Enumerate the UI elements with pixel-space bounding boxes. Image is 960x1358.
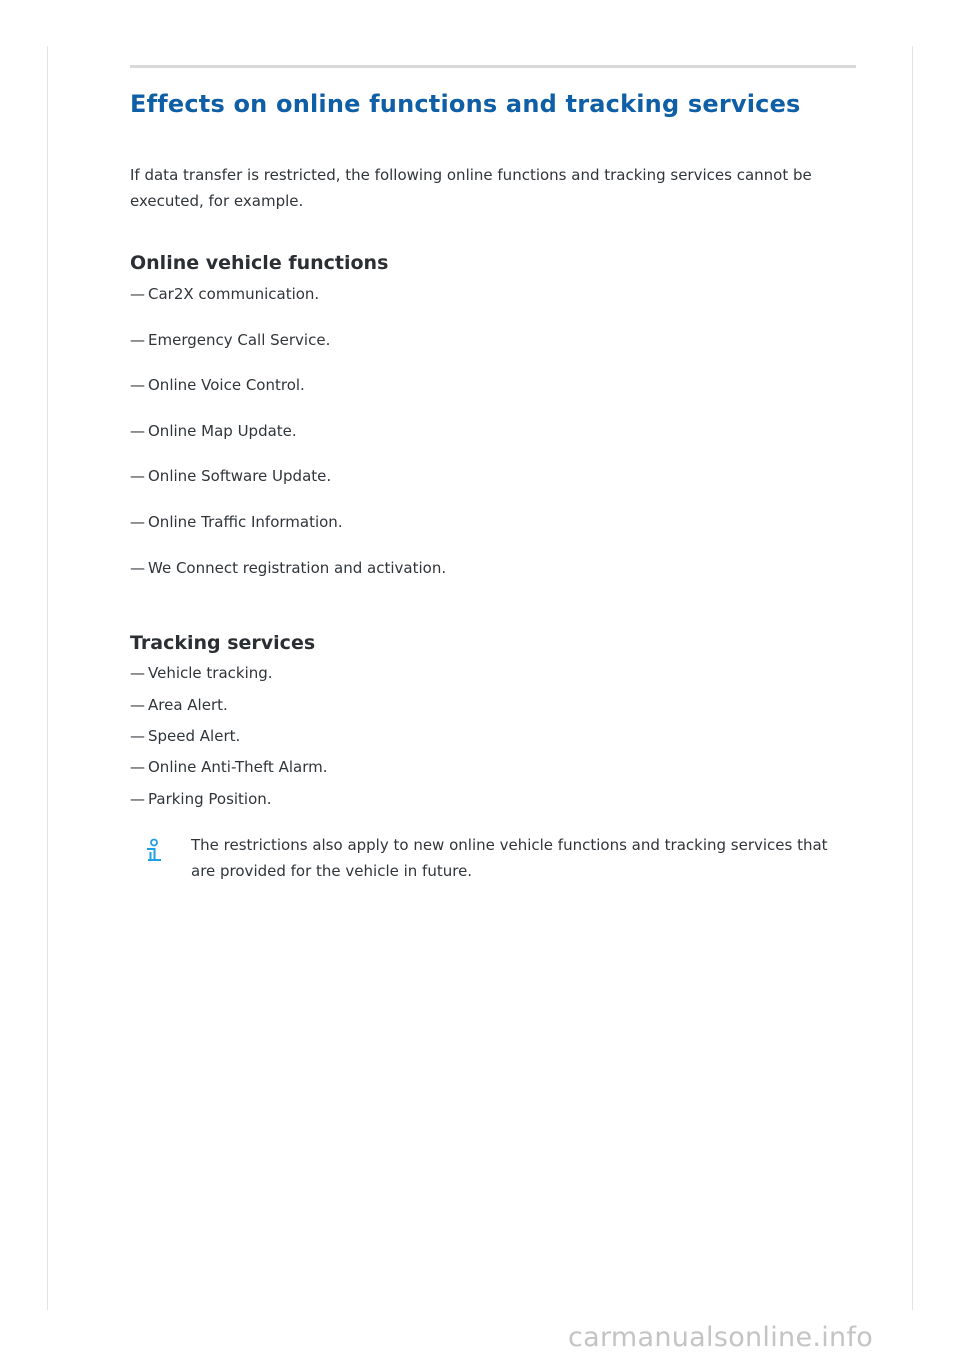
page-title: Effects on online functions and tracking services <box>130 90 801 118</box>
list-item-text: Area Alert. <box>148 696 228 714</box>
section-title-online-vehicle-functions: Online vehicle functions <box>130 252 389 274</box>
list-item-text: We Connect registration and activation. <box>148 559 447 577</box>
list-item <box>130 662 273 684</box>
list-item-text: Online Software Update. <box>148 467 332 485</box>
list-item <box>130 420 297 442</box>
list-item-text: Car2X communication. <box>148 285 320 303</box>
bullet-dash: — <box>130 513 145 531</box>
bullet-dash: — <box>130 422 145 440</box>
note-text: The restrictions also apply to new online vehicle functions and tracking services that are provided for the vehicle in future. <box>191 836 828 880</box>
page-border-right <box>912 46 913 1310</box>
bullet-dash: — <box>130 559 145 577</box>
list-item <box>130 788 272 810</box>
list-item-text: Online Voice Control. <box>148 376 305 394</box>
list-item <box>130 329 330 351</box>
section-title-tracking-services: Tracking services <box>130 632 316 654</box>
bullet-dash: — <box>130 664 145 682</box>
bullet-dash: — <box>130 331 145 349</box>
list-item-text: Online Traffic Information. <box>148 513 343 531</box>
list-item-text: Emergency Call Service. <box>148 331 331 349</box>
page-border-left <box>47 46 48 1310</box>
intro-paragraph: If data transfer is restricted, the following online functions and tracking services cannot be executed, for example. <box>130 166 812 210</box>
top-divider <box>130 65 856 68</box>
list-item <box>130 557 446 579</box>
list-item <box>130 756 327 778</box>
list-item-text: Parking Position. <box>148 790 272 808</box>
bullet-dash: — <box>130 696 145 714</box>
list-item <box>130 694 228 716</box>
info-icon <box>142 838 166 866</box>
list-item <box>130 465 331 487</box>
list-item <box>130 511 343 533</box>
list-item-text: Online Anti-Theft Alarm. <box>148 758 328 776</box>
list-item-text: Online Map Update. <box>148 422 297 440</box>
bullet-dash: — <box>130 285 145 303</box>
bullet-dash: — <box>130 467 145 485</box>
list-item <box>130 283 319 305</box>
bullet-dash: — <box>130 758 145 776</box>
bullet-dash: — <box>130 376 145 394</box>
list-item-text: Vehicle tracking. <box>148 664 273 682</box>
list-item <box>130 374 305 396</box>
list-item <box>130 725 240 747</box>
list-item-text: Speed Alert. <box>148 727 241 745</box>
bullet-dash: — <box>130 727 145 745</box>
bullet-dash: — <box>130 790 145 808</box>
watermark: carmanualsonline.info <box>568 1322 874 1353</box>
